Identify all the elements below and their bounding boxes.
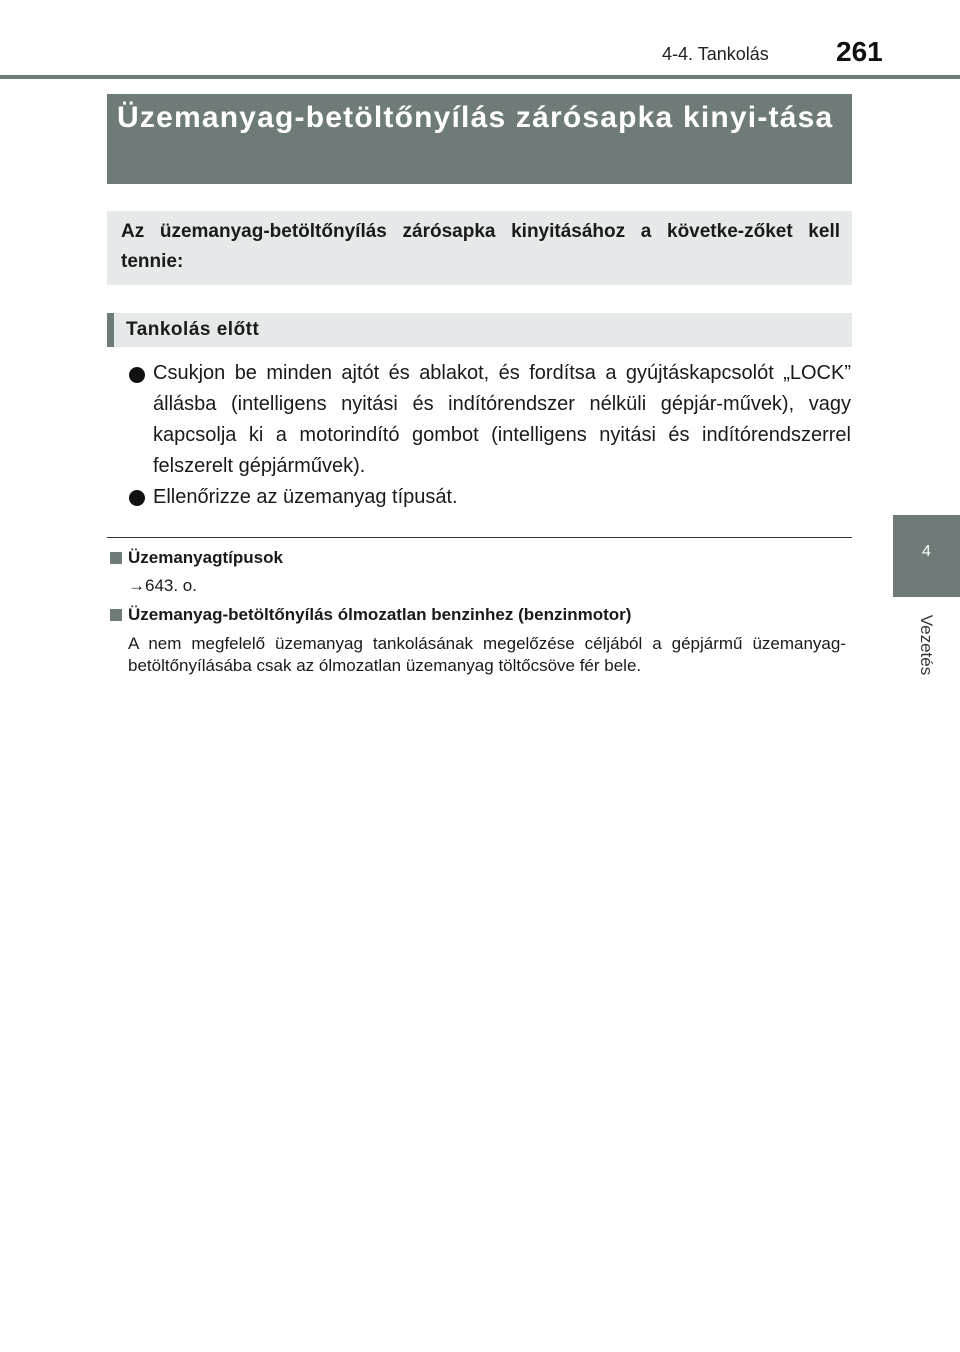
note-heading: Üzemanyagtípusok bbox=[128, 548, 283, 567]
bullet-icon bbox=[129, 367, 145, 383]
section-title: Üzemanyag-betöltőnyílás zárósapka kinyi-tása bbox=[117, 101, 834, 134]
chapter-tab bbox=[893, 515, 960, 597]
header-section-title: 4-4. Tankolás bbox=[662, 44, 769, 64]
note-heading: Üzemanyag-betöltőnyílás ólmozatlan benzinhez (benzinmotor) bbox=[128, 605, 632, 624]
chapter-number: 4 bbox=[922, 543, 931, 560]
list-item: Csukjon be minden ajtót és ablakot, és fordítsa a gyújtáskapcsolót „LOCK” állásba (intelligens nyitási és indítórendszer nélküli gépjár-művek), vagy kapcsolja ki a motorindító gombot (intelligens nyitási és indítórendszerrel felszerelt gépjárművek). bbox=[153, 362, 851, 477]
square-bullet-icon bbox=[110, 609, 122, 621]
page-reference: →643. o. bbox=[128, 576, 197, 595]
notes-divider bbox=[107, 537, 852, 538]
page-number: 261 bbox=[836, 36, 883, 67]
intro-box bbox=[107, 211, 852, 285]
intro-text: Az üzemanyag-betöltőnyílás zárósapka kinyitásához a követke-zőket kell tennie: bbox=[121, 221, 840, 272]
subsection-heading: Tankolás előtt bbox=[126, 319, 260, 340]
subsection-heading-bar bbox=[107, 313, 852, 347]
header-divider bbox=[0, 75, 960, 79]
section-title-banner bbox=[107, 94, 852, 184]
chapter-label: Vezetés bbox=[917, 614, 936, 676]
square-bullet-icon bbox=[110, 552, 122, 564]
list-item: Ellenőrizze az üzemanyag típusát. bbox=[153, 486, 458, 508]
note-body: A nem megfelelő üzemanyag tankolásának megelőzése céljából a gépjármű üzemanyag-betöltőnyílásába csak az ólmozatlan üzemanyag töltőcsöve fér bele. bbox=[128, 634, 846, 675]
bullet-icon bbox=[129, 490, 145, 506]
